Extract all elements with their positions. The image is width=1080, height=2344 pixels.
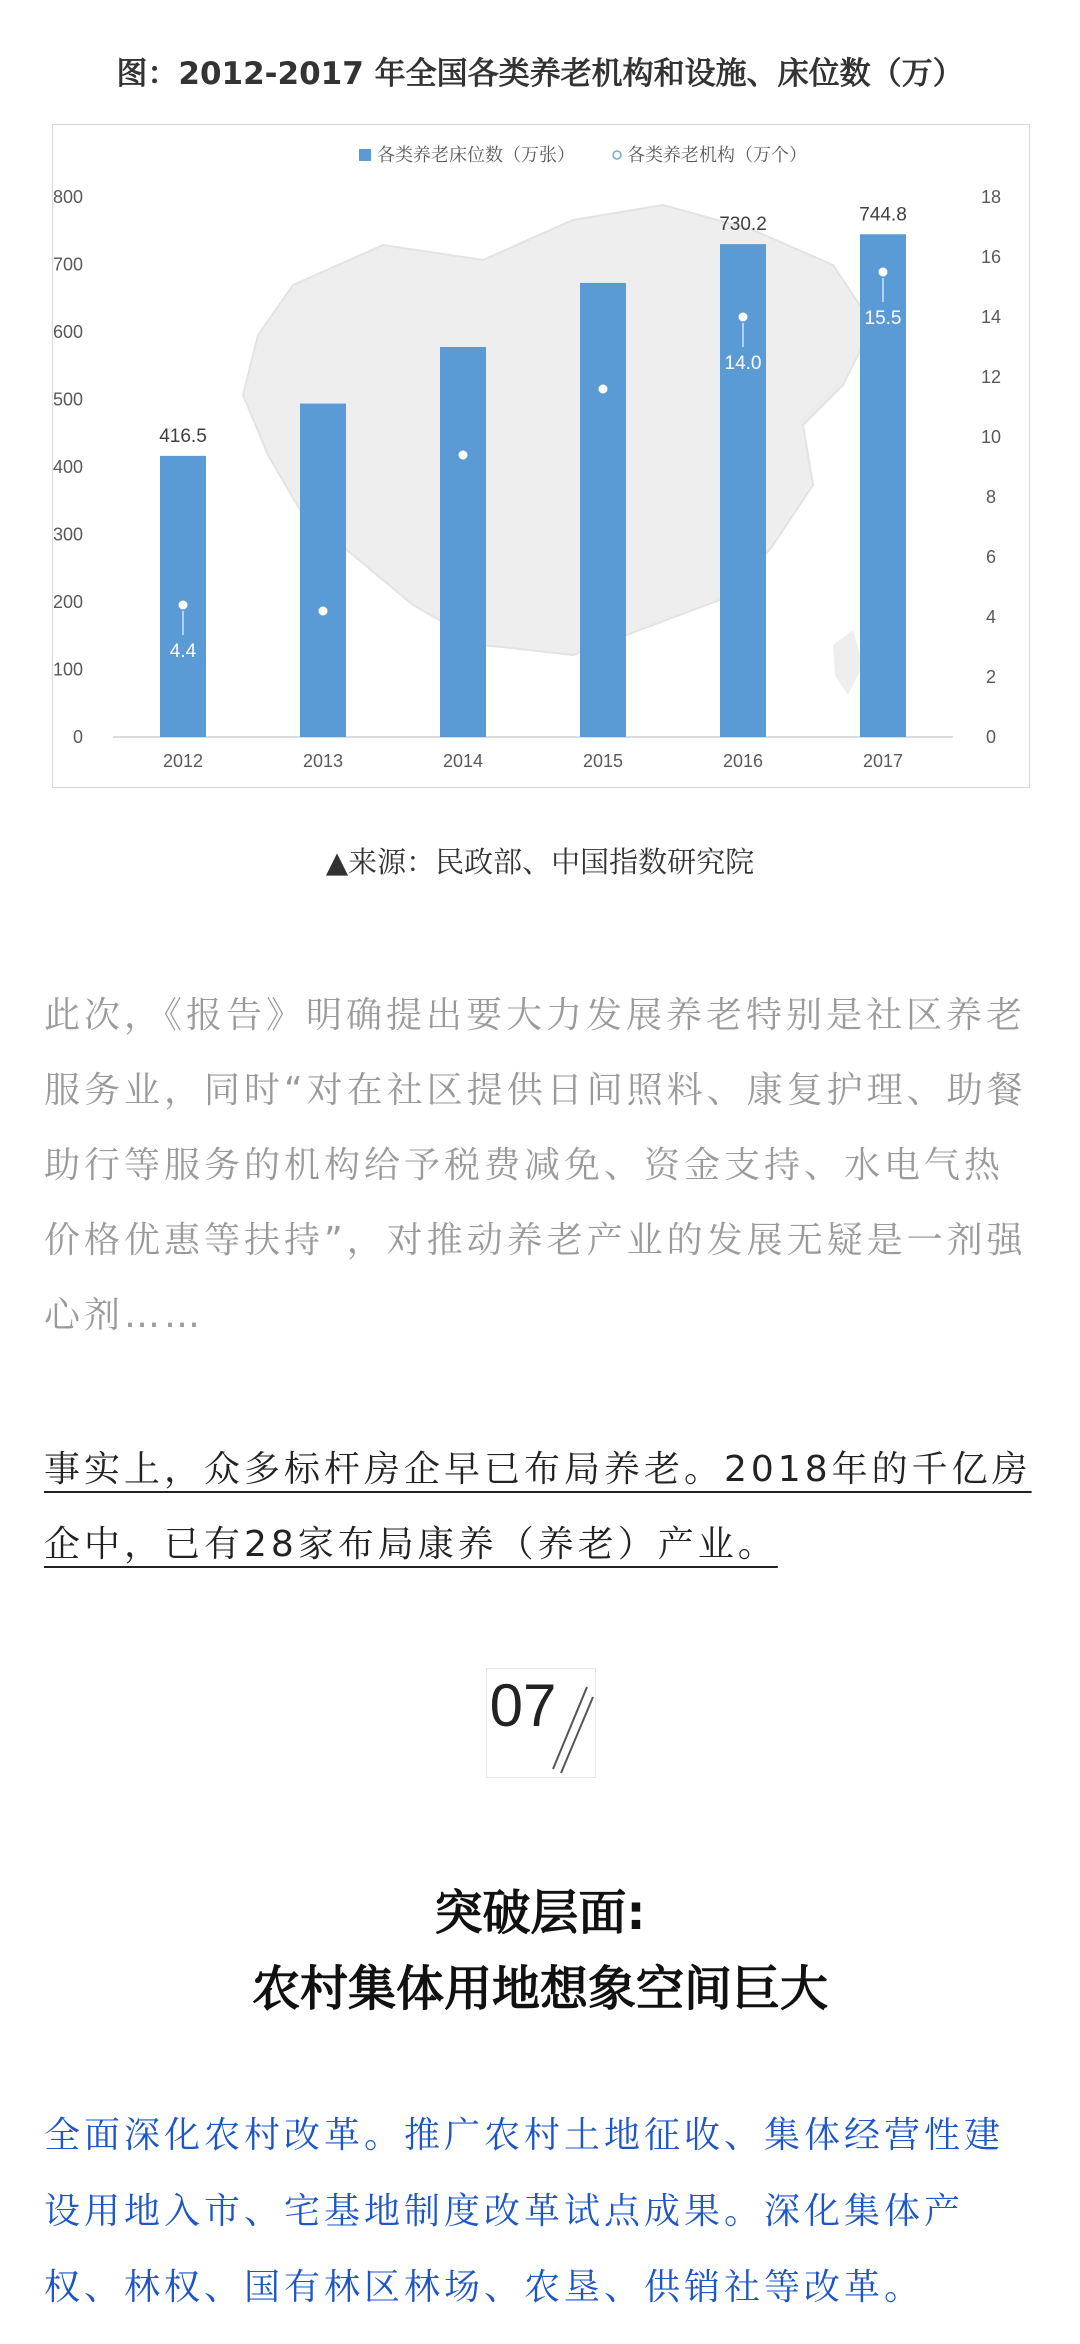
y-right-tick-label: 18 (980, 187, 1002, 207)
y-left-tick-label: 400 (53, 457, 83, 477)
legend-point-swatch (613, 151, 621, 159)
chart-container (52, 124, 1030, 788)
map-island (833, 630, 863, 695)
institution-point (319, 607, 327, 615)
x-tick-label: 2017 (862, 751, 904, 771)
point-data-label: 15.5 (864, 308, 902, 329)
y-right-tick-label: 12 (980, 367, 1002, 387)
y-right-tick-label: 2 (985, 667, 997, 687)
institution-point (179, 601, 187, 609)
x-tick-label: 2016 (722, 751, 764, 771)
y-left-tick-label: 300 (53, 524, 83, 545)
y-right-tick-label: 0 (985, 727, 997, 747)
section-heading-line2: 农村集体用地想象空间巨大 (251, 1961, 828, 2017)
y-left-tick-label: 500 (53, 389, 83, 410)
bar-data-label: 730.2 (719, 214, 767, 236)
x-tick-label: 2015 (582, 751, 624, 771)
y-right-tick-label: 16 (980, 247, 1002, 267)
y-left-tick-label: 700 (53, 254, 83, 275)
section-heading-line1: 突破层面: (434, 1885, 646, 1941)
y-left-tick-label: 200 (53, 592, 83, 612)
x-tick-label: 2014 (442, 751, 484, 771)
bar (300, 404, 346, 737)
paragraph-rural-reform: 全面深化农村改革。推广农村土地征收、集体经营性建设用地入市、宅基地制度改革试点成果。深化集体产权、林权、国有林区林场、农垦、供销社等改革。 (44, 2115, 1005, 2308)
institution-point (739, 313, 747, 321)
x-tick-label: 2012 (162, 751, 204, 771)
bar (440, 347, 486, 737)
institution-point (599, 385, 607, 393)
y-right-tick-label: 4 (985, 607, 997, 627)
bar (160, 456, 206, 737)
bar (580, 283, 626, 737)
paragraph-developers-text: 事实上，众多标杆房企早已布局养老。2018年的千亿房企中，已有28家布局康养（养老）产业。 (44, 1449, 1032, 1565)
chart-title: 图：2012-2017 年全国各类养老机构和设施、床位数（万） (116, 56, 964, 92)
x-tick-label: 2013 (302, 751, 344, 771)
bar-data-label: 744.8 (859, 204, 907, 226)
bar-chart (53, 125, 1029, 787)
section-number: 07 (489, 1672, 557, 1739)
legend-bar-label: 各类养老床位数（万张） (377, 145, 575, 166)
paragraph-developers (44, 1432, 1040, 1582)
y-left-tick-label: 600 (53, 322, 83, 342)
y-right-tick-label: 10 (980, 427, 1002, 447)
legend-bar-swatch (359, 149, 371, 161)
legend-point-label: 各类养老机构（万个） (627, 145, 807, 166)
double-slash-icon (487, 1669, 595, 1777)
institution-point (459, 451, 467, 459)
y-left-tick-label: 800 (53, 187, 83, 207)
point-data-label: 14.0 (724, 353, 762, 374)
y-right-tick-label: 6 (985, 547, 997, 567)
y-right-tick-label: 14 (980, 307, 1002, 327)
y-right-tick-label: 8 (985, 487, 997, 507)
y-left-tick-label: 0 (72, 727, 83, 747)
institution-point (879, 268, 887, 276)
bar-data-label: 416.5 (159, 425, 207, 447)
paragraph-report: 此次，《报告》明确提出要大力发展养老特别是社区养老服务业，同时“对在社区提供日间照料、康复护理、助餐助行等服务的机构给予税费减免、资金支持、水电气热价格优惠等扶持”，对推动养老产业的发展无疑是一剂强心剂…… (44, 995, 1027, 1336)
point-data-label: 4.4 (169, 641, 197, 662)
chart-source-caption: ▲来源：民政部、中国指数研究院 (325, 845, 755, 879)
y-left-tick-label: 100 (53, 659, 83, 680)
section-number-badge (486, 1668, 596, 1778)
